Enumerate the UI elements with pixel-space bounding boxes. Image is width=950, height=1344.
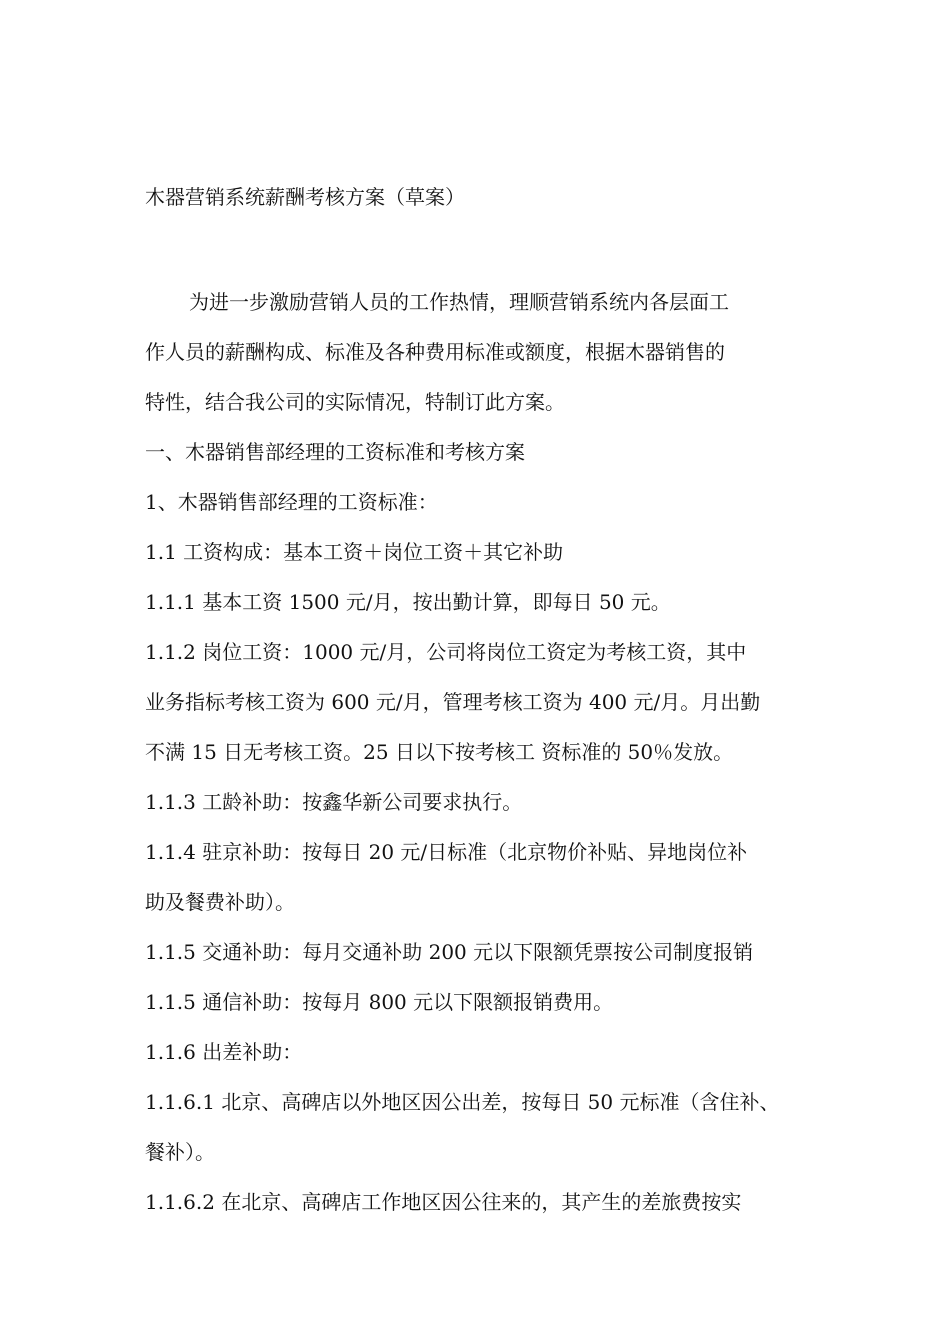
paragraph-line: 作人员的薪酬构成、标准及各种费用标准或额度，根据木器销售的 (145, 340, 725, 364)
clause-line: 1.1.6 出差补助： (145, 1040, 303, 1064)
clause-line: 1.1.3 工龄补助：按鑫华新公司要求执行。 (145, 790, 523, 814)
document-body (145, 284, 835, 1234)
section-heading: 一、木器销售部经理的工资标准和考核方案 (145, 440, 525, 464)
clause-line: 不满 15 日无考核工资。25 日以下按考核工 资标准的 50％发放。 (145, 740, 734, 764)
clause-line: 助及餐费补助）。 (145, 890, 295, 914)
clause-line: 1.1.5 交通补助：每月交通补助 200 元以下限额凭票按公司制度报销 (145, 940, 754, 964)
paragraph-line: 为进一步激励营销人员的工作热情，理顺营销系统内各层面工 (189, 290, 729, 314)
clause-line: 餐补）。 (145, 1140, 215, 1164)
clause-line: 1.1.4 驻京补助：按每日 20 元/日标准（北京物价补贴、异地岗位补 (145, 840, 748, 864)
document-title: 木器营销系统薪酬考核方案（草案） (145, 185, 465, 209)
clause-line: 1.1.5 通信补助：按每月 800 元以下限额报销费用。 (145, 990, 614, 1014)
clause-line: 1.1 工资构成：基本工资＋岗位工资＋其它补助 (145, 540, 564, 564)
paragraph-line: 特性，结合我公司的实际情况，特制订此方案。 (145, 390, 565, 414)
clause-line: 1.1.6.1 北京、高碑店以外地区因公出差，按每日 50 元标准（含住补、 (145, 1090, 780, 1114)
clause-line: 1.1.1 基本工资 1500 元/月，按出勤计算，即每日 50 元。 (145, 590, 671, 614)
clause-line: 1.1.2 岗位工资：1000 元/月，公司将岗位工资定为考核工资，其中 (145, 640, 747, 664)
subsection-heading: 1、木器销售部经理的工资标准： (145, 490, 438, 514)
clause-line: 业务指标考核工资为 600 元/月，管理考核工资为 400 元/月。月出勤 (145, 690, 761, 714)
clause-line: 1.1.6.2 在北京、高碑店工作地区因公往来的，其产生的差旅费按实 (145, 1190, 742, 1214)
